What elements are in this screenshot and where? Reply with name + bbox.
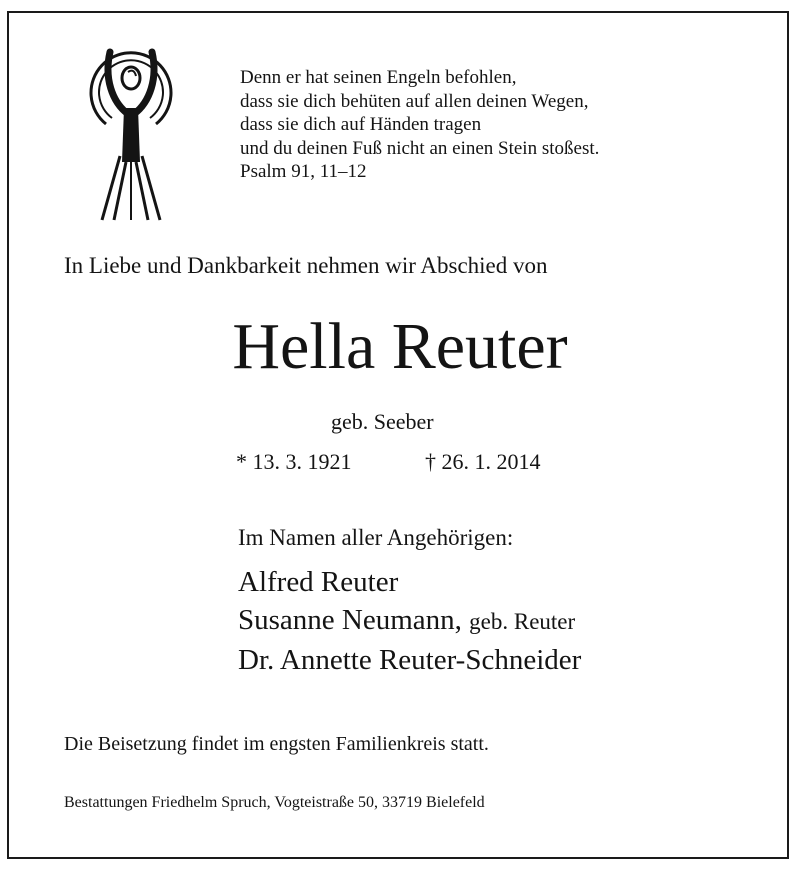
mourner-name: Alfred Reuter — [238, 566, 399, 598]
mourner-name: Dr. Annette Reuter-Schneider — [238, 644, 582, 676]
verse-line: Denn er hat seinen Engeln befohlen, — [240, 67, 517, 88]
praying-figure-icon — [84, 38, 178, 222]
deceased-name: Hella Reuter — [232, 310, 568, 383]
burial-note: Die Beisetzung findet im engsten Familienkreis statt. — [64, 733, 489, 755]
mourners-intro: Im Namen aller Angehörigen: — [238, 525, 514, 550]
undertaker-address: Bestattungen Friedhelm Spruch, Vogteistraße 50, 33719 Bielefeld — [64, 794, 485, 811]
mourner-item — [238, 563, 581, 601]
maiden-name: geb. Seeber — [331, 409, 434, 434]
verse-line: dass sie dich behüten auf allen deinen Wegen, — [240, 90, 589, 112]
mourner-name: Susanne Neumann, — [238, 604, 462, 636]
verse-line: dass sie dich auf Händen tragen — [240, 114, 482, 135]
mourner-item — [238, 641, 581, 679]
verse-reference: Psalm 91, 11–12 — [240, 161, 367, 182]
mourner-item — [238, 601, 581, 641]
mourner-maiden-name: geb. Reuter — [469, 609, 576, 634]
death-date: † 26. 1. 2014 — [425, 449, 541, 474]
bible-verse — [240, 66, 599, 184]
mourners-list — [238, 563, 581, 679]
farewell-intro: In Liebe und Dankbarkeit nehmen wir Abschied von — [64, 253, 548, 278]
birth-date: * 13. 3. 1921 — [236, 449, 352, 474]
verse-line: und du deinen Fuß nicht an einen Stein stoßest. — [240, 137, 600, 159]
